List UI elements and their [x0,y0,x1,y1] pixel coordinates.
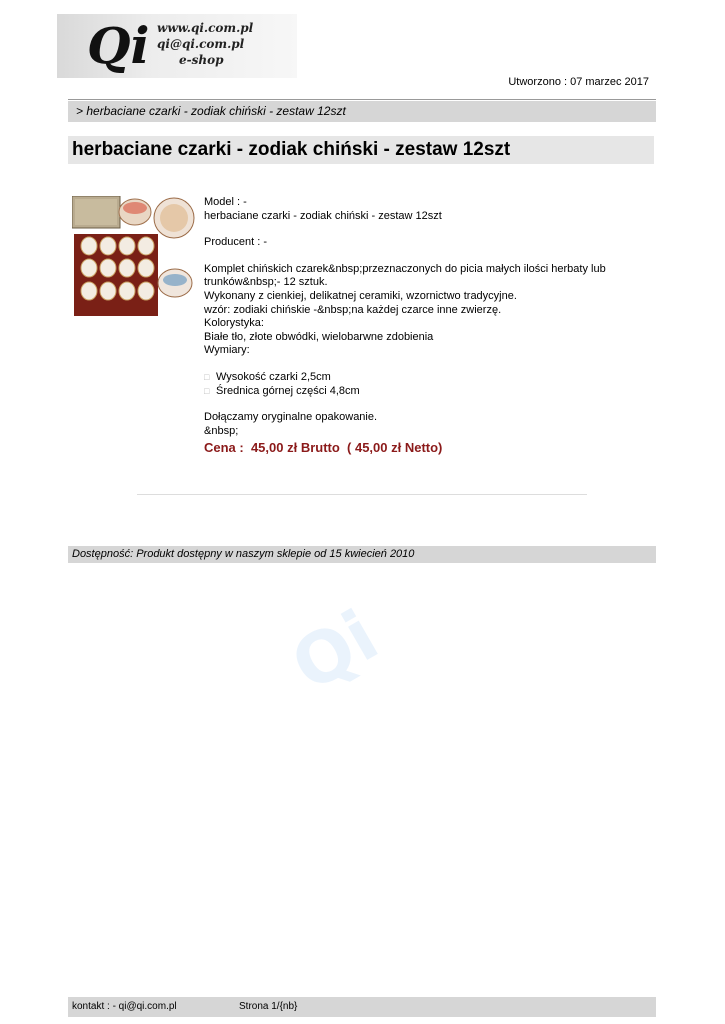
product-description [204,196,624,455]
shop-logo [57,14,297,78]
created-date: Utworzono : 07 marzec 2017 [508,76,649,88]
footer [68,997,656,1017]
description-line: Wymiary: [204,344,250,357]
model-name: herbaciane czarki - zodiak chiński - zestaw 12szt [204,209,442,222]
watermark-logo: Qi [278,594,392,708]
availability-note: Dostępność: Produkt dostępny w naszym sklepie od 15 kwiecień 2010 [68,546,656,563]
price [204,441,624,455]
logo-website: www.qi.com.pl [157,21,254,35]
breadcrumb[interactable]: > herbaciane czarki - zodiak chiński - zestaw 12szt [68,101,656,122]
nbsp-text: &nbsp; [204,424,239,437]
dimensions-list [204,371,624,398]
header-divider [68,99,656,100]
dimension-item: □ Średnica górnej części 4,8cm [204,385,624,399]
price-text: Cena : 45,00 zł Brutto ( 45,00 zł Netto) [204,440,443,456]
product-photo-icon [72,196,196,318]
description-line: Wykonany z cienkiej, delikatnej ceramiki, wzornictwo tradycyjne. [204,289,517,302]
producer-label: Producent : - [204,236,267,249]
footer-contact: kontakt : - qi@qi.com.pl [72,1001,177,1012]
description-line: Komplet chińskich czarek&nbsp;przeznaczonych do picia małych ilości herbaty lub trunków&nbsp;- 12 sztuk. [204,262,606,289]
logo-mark: Qi [87,16,150,75]
content-divider [137,494,587,495]
logo-eshop: e-shop [179,53,224,67]
description-line: wzór: zodiaki chińskie -&nbsp;na każdej czarce inne zwierzę. [204,303,502,316]
page-title: herbaciane czarki - zodiak chiński - zestaw 12szt [68,136,654,164]
logo-text [157,20,253,68]
logo-email: qi@qi.com.pl [157,37,245,51]
dimension-item: □ Wysokość czarki 2,5cm [204,371,624,385]
page-number: Strona 1/{nb} [239,1001,298,1012]
description-line: Białe tło, złote obwódki, wielobarwne zdobienia [204,330,434,343]
model-label: Model : - [204,196,247,208]
description-line: Kolorystyka: [204,317,264,330]
packaging-note: Dołączamy oryginalne opakowanie. [204,411,378,424]
